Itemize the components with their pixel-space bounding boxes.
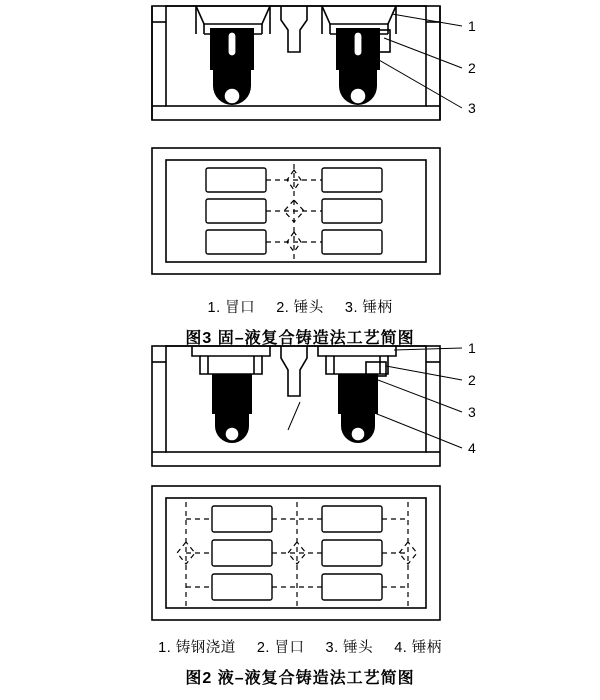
left-riser	[196, 6, 270, 24]
figure-3-legend-item-2: 2. 锤头	[276, 300, 324, 316]
mold-inner-box-2	[166, 346, 426, 452]
figure-2-legend-item-4: 4. 锤柄	[394, 640, 442, 656]
callout-3: 3	[468, 100, 476, 116]
central-sprue-2	[281, 346, 307, 396]
figure-2-block	[0, 340, 600, 688]
figure-3-title: 图3 固–液复合铸造法工艺简图	[185, 330, 415, 347]
right-riser-2	[318, 346, 396, 374]
callout-3: 3	[468, 404, 476, 420]
figure-2-plan-view	[0, 480, 600, 632]
left-hammer-solid-2	[212, 374, 252, 443]
central-sprue	[281, 6, 307, 52]
left-hammer-solid	[210, 28, 254, 105]
figure-3-plan-view	[0, 140, 600, 290]
figure-3-section-view	[0, 0, 600, 140]
plan-runner-dashed-2	[177, 502, 417, 606]
mold-outer-box-2	[152, 346, 440, 466]
callout-2: 2	[468, 60, 476, 76]
figure-2-legend	[0, 636, 600, 657]
figure-3-block	[0, 0, 600, 348]
figure-3-legend-item-1: 1. 冒口	[207, 300, 256, 316]
callout-2: 2	[468, 372, 476, 388]
figure-3-callout-lines	[372, 14, 462, 108]
figure-2-title: 图2 液–液复合铸造法工艺简图	[185, 670, 415, 687]
right-riser	[322, 6, 396, 24]
plan-runner-dashed	[266, 164, 322, 260]
right-hammer-solid	[336, 28, 380, 105]
right-hammer-solid-2	[338, 374, 378, 443]
left-riser-2	[192, 346, 270, 374]
figure-2-legend-item-1: 1. 铸钢浇道	[158, 640, 236, 656]
callout-1: 1	[468, 340, 476, 356]
figure-2-legend-item-3: 3. 锤头	[325, 640, 374, 656]
mold-inner-box	[166, 6, 426, 106]
callout-4: 4	[468, 440, 476, 456]
figure-3-legend	[0, 296, 600, 317]
callout-1: 1	[468, 18, 476, 34]
figure-2-section-view	[0, 340, 600, 480]
figure-3-legend-item-3: 3. 锤柄	[344, 300, 393, 316]
figure-2-legend-item-2: 2. 冒口	[256, 640, 305, 656]
